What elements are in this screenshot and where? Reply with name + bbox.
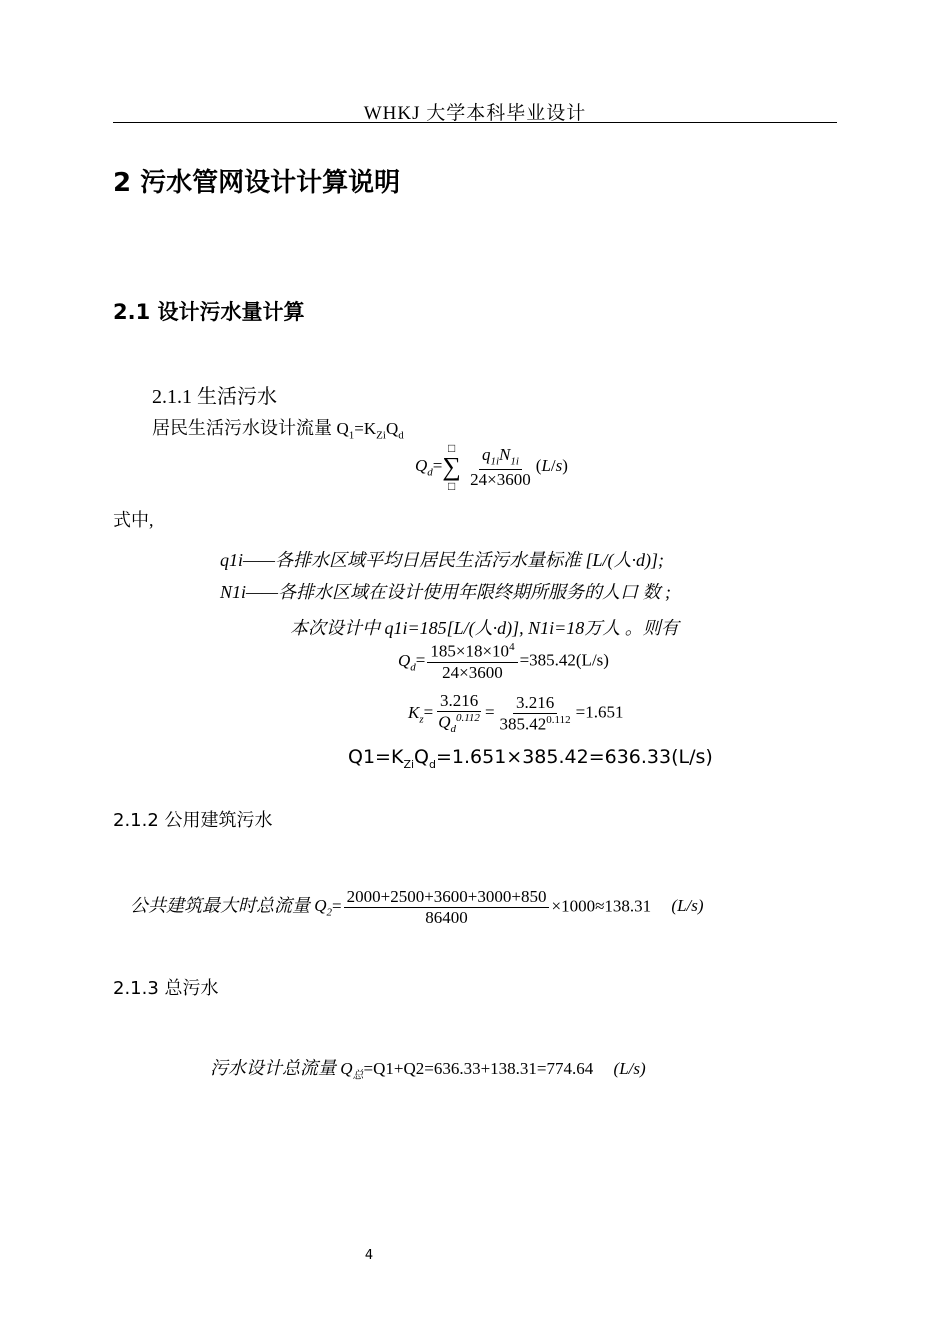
subsection-title-3: 2.1.3 总污水 <box>113 978 219 999</box>
section-title: 2.1 设计污水量计算 <box>113 300 305 324</box>
page-header: WHKJ 大学本科毕业设计 <box>363 103 587 124</box>
subsection-title-1: 2.1.1 生活污水 <box>152 386 277 408</box>
total-unit: (L/s) <box>613 1059 646 1078</box>
q2-calculation: 公共建筑最大时总流量 $Q_2=$ $\frac{2000+2500+3600+3000+850}{86400}$ ×1000≈138.31 (L/s) <box>130 887 704 927</box>
intro-line <box>152 414 404 441</box>
qd-sum-formula: $Q_d=$ □ ∑ □ $\frac{q_{1i}N_{1i}}{24\times 3600}$ (L/s) <box>415 441 568 493</box>
q2-result: ×1000≈138.31 <box>551 896 652 916</box>
where-label: 式中, <box>113 510 154 530</box>
q2-label: 公共建筑最大时总流量 <box>130 895 310 916</box>
qd-fraction: $\frac{q_{1i}N_{1i}}{24\times 3600}$ <box>470 444 531 489</box>
subsection-title-2: 2.1.2 公用建筑污水 <box>113 810 273 831</box>
kz-result: =1.651 <box>575 702 624 722</box>
qd-result: =385.42(L/s) <box>519 650 609 670</box>
intro-text: 居民生活污水设计流量 <box>152 418 332 438</box>
q2-numerator: 2000+2500+3600+3000+850 <box>344 888 550 908</box>
q1-formula: $Q_1=K_{Zi}Q_d$ <box>336 419 404 442</box>
sum-symbol: □ ∑ □ <box>442 441 461 493</box>
q1-final: $Q1=K_{Zi}Q_d=1.651\times 385.42=636.33(L/s)$ <box>348 746 713 771</box>
total-label: 污水设计总流量 <box>210 1058 336 1078</box>
given-values: 本次设计中 q1i=185[L/(人·d)], N1i=18万人 。则有 <box>290 618 679 638</box>
q2-denominator: 86400 <box>425 907 468 927</box>
page-number: 4 <box>364 1248 374 1263</box>
chapter-title: 2 污水管网设计计算说明 <box>113 168 401 198</box>
header-rule <box>113 122 837 123</box>
definition-q1i: q1i——各排水区域平均日居民生活污水量标准 [L/(人·d)]; <box>220 550 665 570</box>
total-calculation: 污水设计总流量 $Q_总=Q1+Q2=636.33+138.31=774.64$ (L/s) <box>210 1058 646 1082</box>
total-expr: =Q1+Q2=636.33+138.31=774.64 <box>363 1059 594 1078</box>
q2-unit: (L/s) <box>671 896 704 916</box>
qd-calculation: $Q_d=$ $\frac{185\times 18\times 10^4}{24\times 3600}$ =385.42(L/s) <box>398 641 609 682</box>
kz-calculation: $K_z=$ $\frac{3.216}{Q_d^{0.112}}$ = $\frac{3.216}{385.42^{0.112}}$ =1.651 <box>408 691 624 735</box>
definition-n1i: N1i——各排水区域在设计使用年限终期所服务的人口 数 ; <box>220 582 672 602</box>
